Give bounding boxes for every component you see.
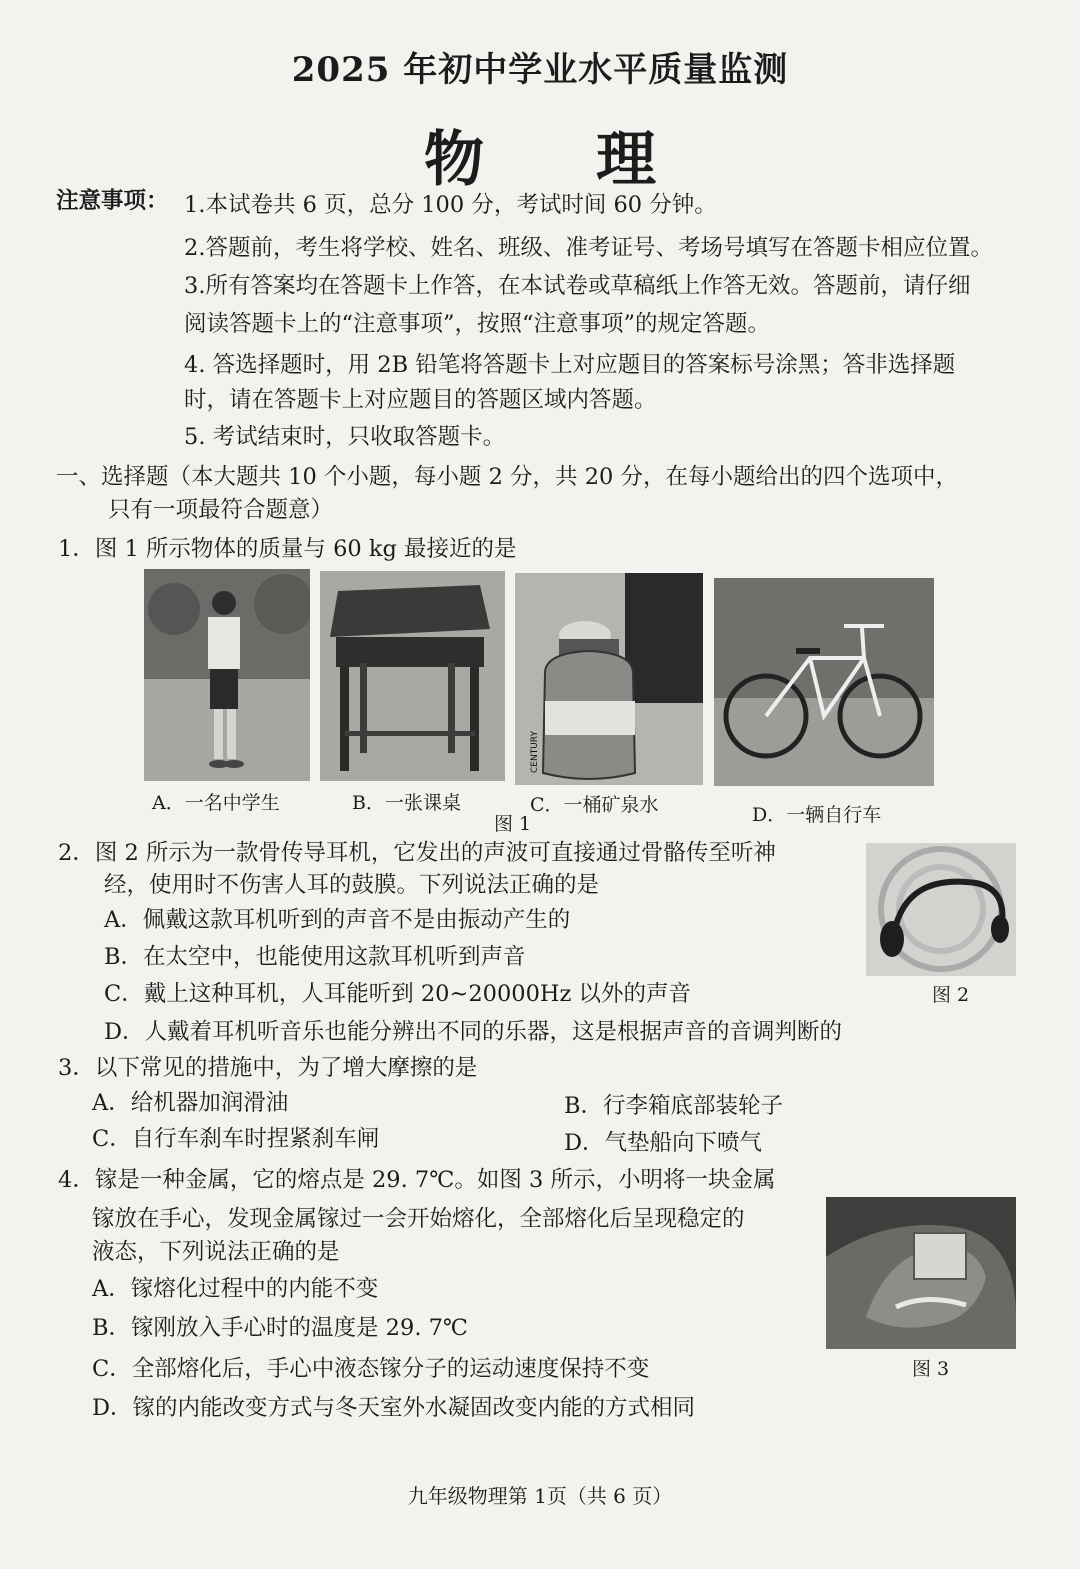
notice-line-2: 2.答题前，考生将学校、姓名、班级、准考证号、考场号填写在答题卡相应位置。 <box>184 235 993 261</box>
q1-option-c: C．一桶矿泉水 <box>530 794 659 816</box>
q1-stem: 1．图 1 所示物体的质量与 60 kg 最接近的是 <box>58 536 517 562</box>
notice-line-5: 4. 答选择题时，用 2B 铅笔将答题卡上对应题目的答案标号涂黑；答非选择题 <box>184 352 956 378</box>
notice-line-3: 3.所有答案均在答题卡上作答，在本试卷或草稿纸上作答无效。答题前，请仔细 <box>184 273 971 299</box>
page-footer: 九年级物理第 1页（共 6 页） <box>407 1484 673 1508</box>
q2-option-c: C．戴上这种耳机，人耳能听到 20~20000Hz 以外的声音 <box>104 981 692 1007</box>
q4-stem-line-1: 4．镓是一种金属，它的熔点是 29. 7℃。如图 3 所示，小明将一块金属 <box>58 1167 776 1193</box>
section-heading-line-2: 只有一项最符合题意） <box>108 497 334 523</box>
q3-option-a: A．给机器加润滑油 <box>92 1090 289 1116</box>
subject-char-2: 理 <box>596 125 656 195</box>
notice-line-7: 5. 考试结束时，只收取答题卡。 <box>184 424 506 450</box>
q4-option-b: B．镓刚放入手心时的温度是 29. 7℃ <box>92 1315 469 1341</box>
q4-option-c: C．全部熔化后，手心中液态镓分子的运动速度保持不变 <box>92 1356 650 1382</box>
q2-option-d: D．人戴着耳机听音乐也能分辨出不同的乐器，这是根据声音的音调判断的 <box>104 1019 843 1045</box>
q1-option-a: A．一名中学生 <box>152 792 280 814</box>
q3-option-c: C．自行车刹车时捏紧刹车闸 <box>92 1126 380 1152</box>
q2-option-b: B．在太空中，也能使用这款耳机听到声音 <box>104 944 526 970</box>
q2-figure-label: 图 2 <box>932 984 970 1006</box>
q2-stem-line-1: 2．图 2 所示为一款骨传导耳机，它发出的声波可直接通过骨骼传至听神 <box>58 840 776 866</box>
q3-option-b: B．行李箱底部装轮子 <box>564 1093 784 1119</box>
q2-stem-line-2: 经，使用时不伤害人耳的鼓膜。下列说法正确的是 <box>104 872 600 898</box>
q1-option-b: B．一张课桌 <box>352 792 461 814</box>
subject-char-1: 物 <box>424 125 484 195</box>
notice-line-1: 1.本试卷共 6 页，总分 100 分，考试时间 60 分钟。 <box>184 192 717 218</box>
q1-figure-label: 图 1 <box>494 813 532 835</box>
notice-line-4: 阅读答题卡上的“注意事项”，按照“注意事项”的规定答题。 <box>184 311 771 337</box>
section-heading-line-1: 一、选择题（本大题共 10 个小题，每小题 2 分，共 20 分，在每小题给出的四个选项中， <box>56 464 958 490</box>
q4-option-a: A．镓熔化过程中的内能不变 <box>92 1276 379 1302</box>
q4-option-d: D．镓的内能改变方式与冬天室外水凝固改变内能的方式相同 <box>92 1395 696 1421</box>
q4-photo-gallium <box>826 1197 1016 1349</box>
q1-bottle-label: CENTURY <box>530 731 540 773</box>
q2-option-a: A．佩戴这款耳机听到的声音不是由振动产生的 <box>104 907 571 933</box>
q1-photo-bicycle <box>714 578 934 786</box>
q4-figure-label: 图 3 <box>912 1358 950 1380</box>
q1-photo-student <box>144 569 310 781</box>
q2-photo-earphones <box>866 843 1016 976</box>
q4-stem-line-2: 镓放在手心，发现金属镓过一会开始熔化，全部熔化后呈现稳定的 <box>92 1206 745 1232</box>
q3-option-d: D．气垫船向下喷气 <box>564 1130 763 1156</box>
notice-line-6: 时，请在答题卡上对应题目的答题区域内答题。 <box>184 387 657 413</box>
notice-label: 注意事项： <box>56 188 169 214</box>
q1-option-d: D．一辆自行车 <box>752 804 882 826</box>
q1-photo-desk <box>320 571 505 781</box>
q3-stem: 3．以下常见的措施中，为了增大摩擦的是 <box>58 1055 478 1081</box>
q1-photo-water-bottle <box>515 573 703 785</box>
exam-title: 2025 年初中学业水平质量监测 <box>291 50 789 90</box>
q4-stem-line-3: 液态，下列说法正确的是 <box>92 1239 340 1265</box>
